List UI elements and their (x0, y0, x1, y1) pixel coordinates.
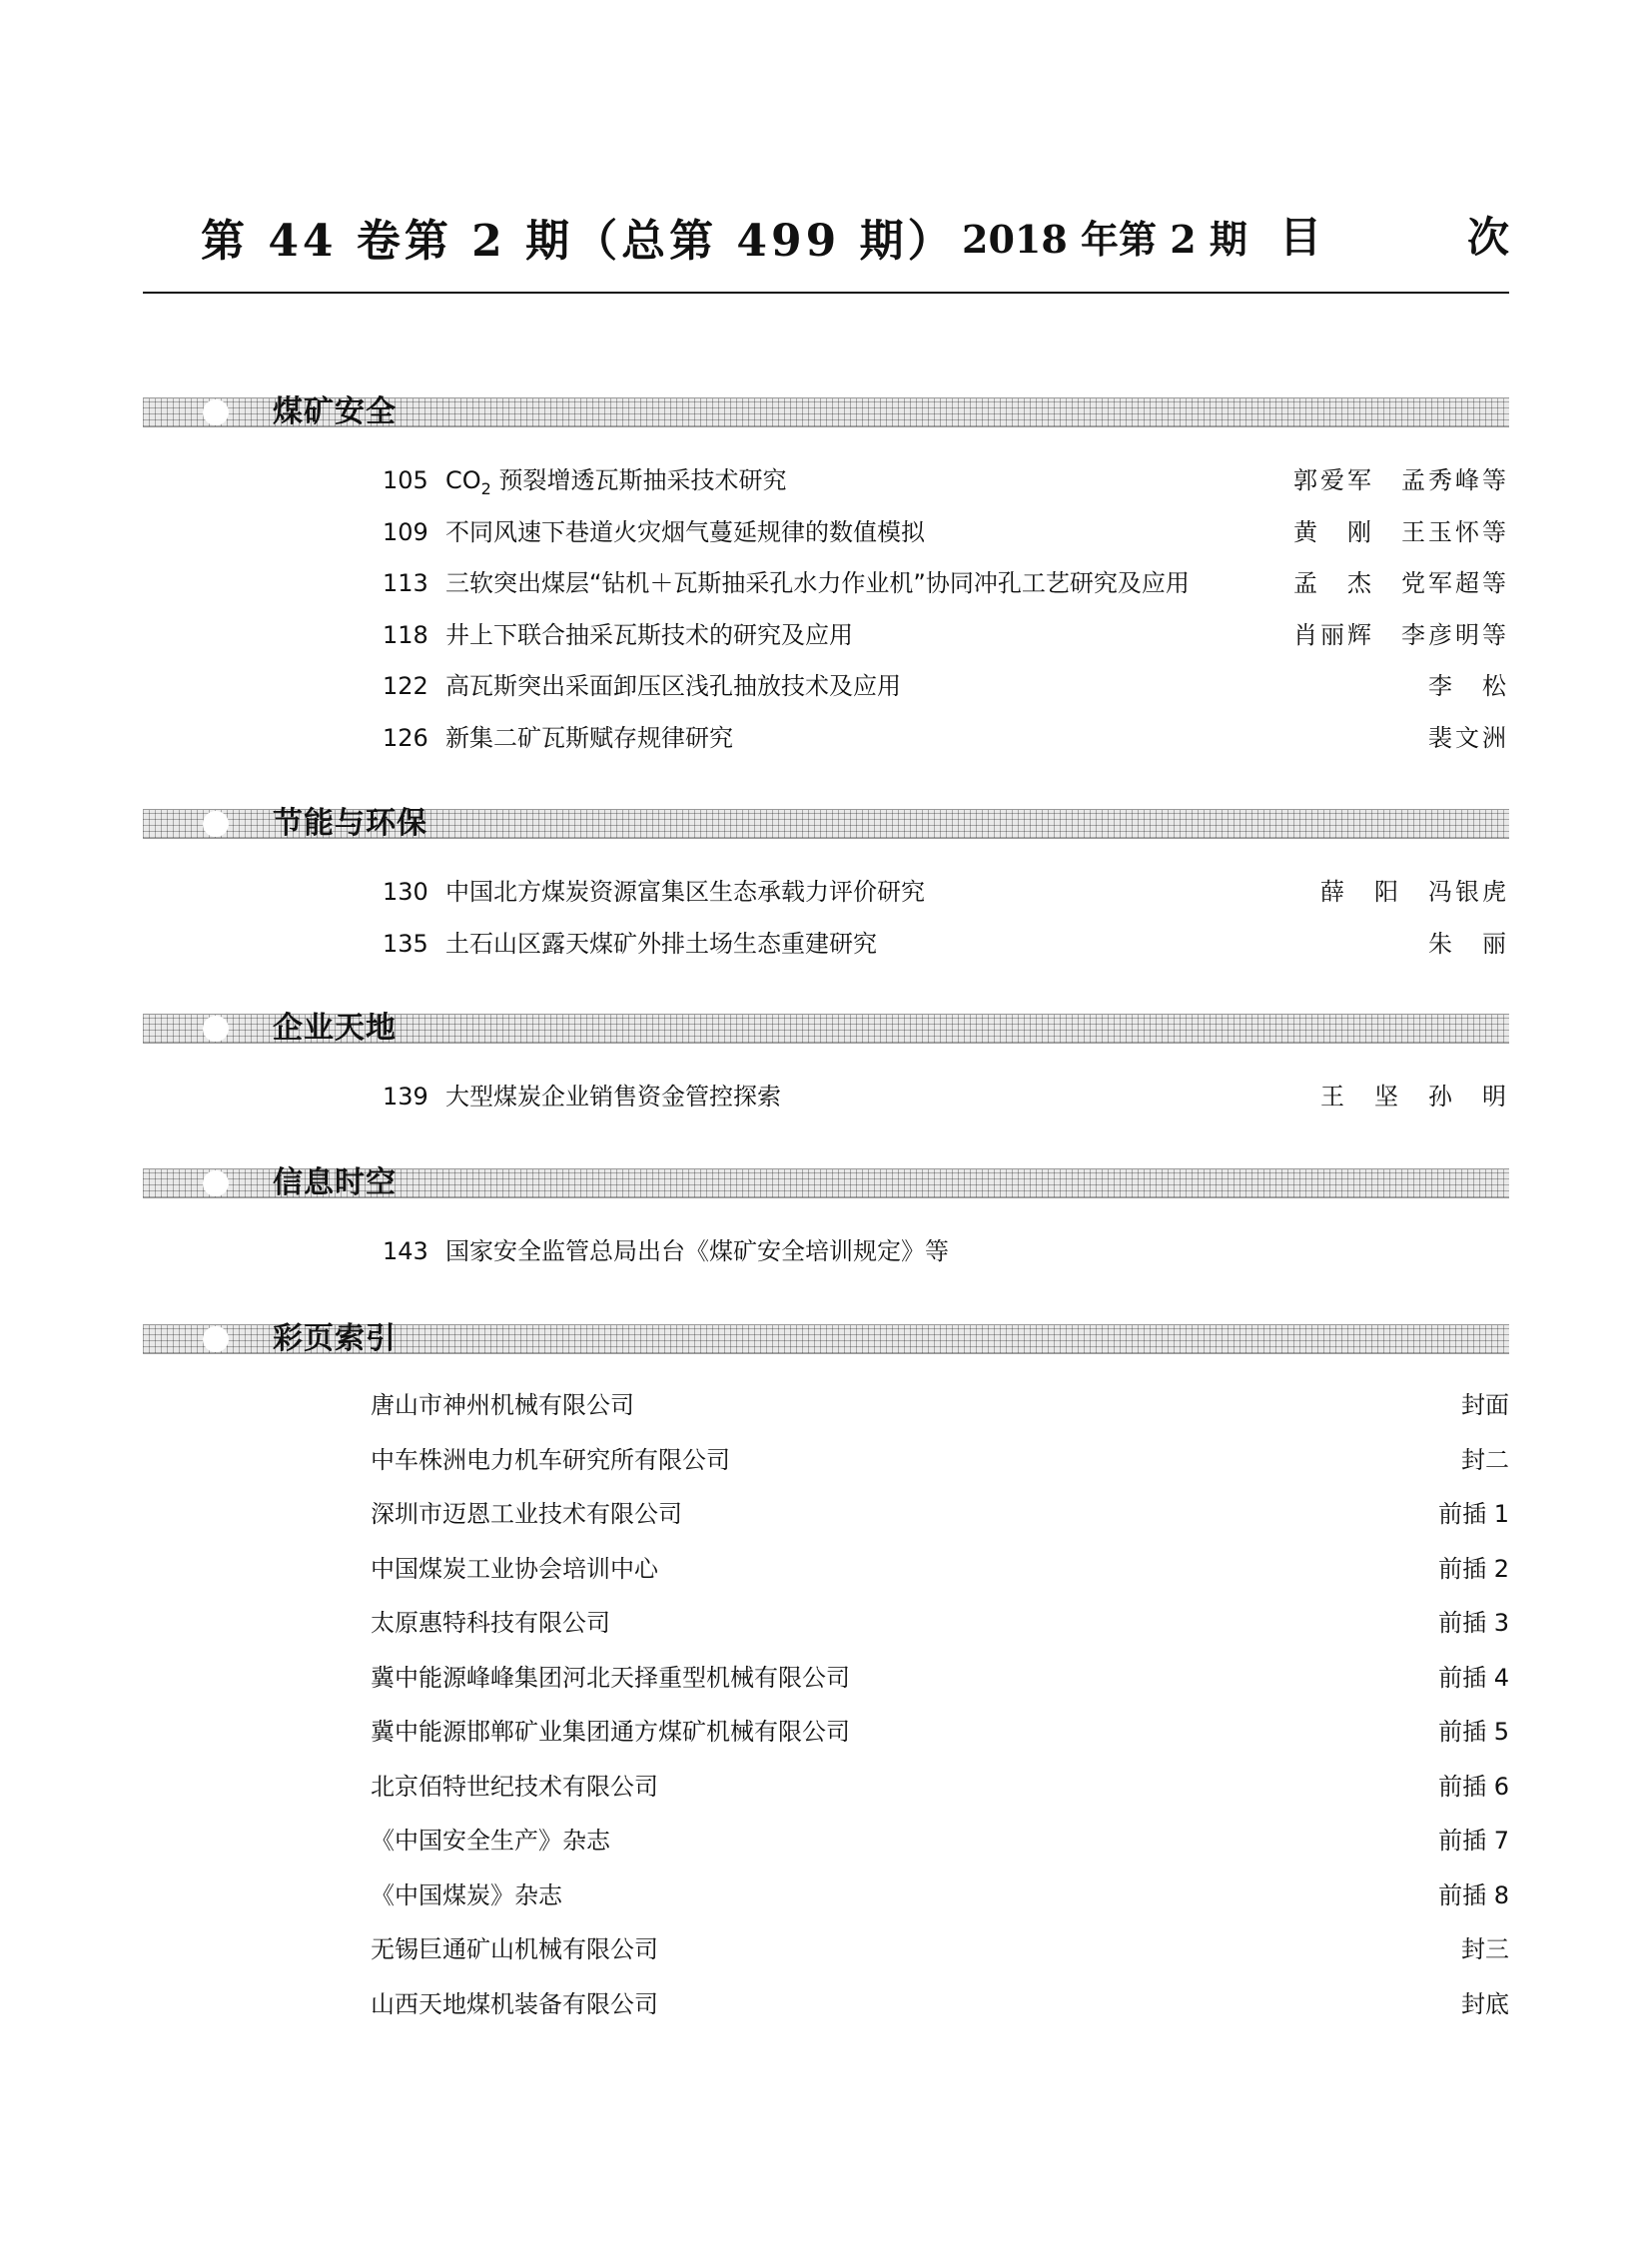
article-title: 高瓦斯突出采面卸压区浅孔抽放技术及应用 (445, 672, 901, 700)
ad-location: 前插 2 (1438, 1554, 1509, 1583)
ad-company: 《中国煤炭》杂志 (371, 1880, 562, 1909)
article-author: 郭爱军 孟秀峰等 (1293, 466, 1509, 494)
article-entry[interactable] (143, 867, 1509, 919)
ad-location: 封面 (1461, 1391, 1509, 1419)
article-author: 黄 刚 王玉怀等 (1293, 517, 1509, 546)
ad-location: 封底 (1461, 1989, 1509, 2018)
article-author: 朱 丽 (1428, 929, 1509, 958)
article-title: 土石山区露天煤矿外排土场生态重建研究 (445, 929, 877, 958)
section-energy-environment (143, 806, 1509, 970)
ad-company: 冀中能源邯郸矿业集团通方煤矿机械有限公司 (371, 1718, 850, 1746)
ad-entry[interactable] (143, 1542, 1509, 1597)
article-entry[interactable] (143, 507, 1509, 559)
article-list (143, 1072, 1509, 1123)
toc-title-char-1: 目 (1279, 213, 1322, 262)
article-title: 不同风速下巷道火灾烟气蔓延规律的数值模拟 (445, 517, 925, 546)
article-page: 109 (383, 517, 428, 546)
article-page: 139 (383, 1083, 428, 1111)
article-title: 国家安全监管总局出台《煤矿安全培训规定》等 (445, 1237, 949, 1265)
issue-label: 第 44 卷第 2 期（总第 499 期） (201, 216, 956, 267)
article-page: 122 (383, 672, 428, 700)
ad-company: 中车株洲电力机车研究所有限公司 (371, 1445, 730, 1474)
formula-subscript: 2 (480, 478, 491, 498)
ad-entry[interactable] (143, 1487, 1509, 1542)
article-entry[interactable] (143, 610, 1509, 662)
ad-entry[interactable] (143, 1922, 1509, 1977)
article-title: 大型煤炭企业销售资金管控探索 (445, 1083, 781, 1111)
ad-entry[interactable] (143, 1596, 1509, 1651)
ad-entry[interactable] (143, 1651, 1509, 1706)
section-band (143, 1321, 1509, 1356)
circle-icon (203, 1326, 229, 1352)
article-title: 井上下联合抽采瓦斯技术的研究及应用 (445, 620, 853, 649)
section-band (143, 1165, 1509, 1200)
article-list (143, 1226, 1509, 1278)
formula-co: CO (445, 466, 481, 494)
ad-entry[interactable] (143, 1868, 1509, 1923)
section-news (143, 1165, 1509, 1278)
article-page: 105 (383, 466, 428, 494)
article-entry[interactable] (143, 1072, 1509, 1123)
section-title: 企业天地 (273, 1011, 397, 1046)
ad-entry[interactable] (143, 1760, 1509, 1815)
circle-icon (203, 1016, 229, 1042)
article-title (445, 455, 786, 514)
circle-icon (203, 1170, 229, 1196)
ad-company: 北京佰特世纪技术有限公司 (371, 1772, 658, 1801)
section-title: 彩页索引 (273, 1321, 397, 1356)
section-band (143, 806, 1509, 841)
circle-icon (203, 811, 229, 837)
article-page: 113 (383, 569, 428, 597)
section-title: 煤矿安全 (273, 394, 397, 429)
article-entry[interactable] (143, 713, 1509, 765)
ad-index-list (143, 1378, 1509, 2031)
ad-location: 封三 (1461, 1935, 1509, 1963)
ad-location: 前插 4 (1438, 1663, 1509, 1692)
article-page: 143 (383, 1237, 428, 1265)
ad-entry[interactable] (143, 1433, 1509, 1488)
article-entry[interactable] (143, 919, 1509, 971)
article-author: 肖丽辉 李彦明等 (1293, 620, 1509, 649)
ad-company: 深圳市迈恩工业技术有限公司 (371, 1500, 682, 1528)
ad-company: 无锡巨通矿山机械有限公司 (371, 1935, 658, 1963)
ad-entry[interactable] (143, 1705, 1509, 1760)
article-author: 薛 阳 冯银虎 (1320, 878, 1509, 906)
article-page: 118 (383, 620, 428, 649)
article-author: 裴文洲 (1428, 723, 1509, 752)
ad-location: 前插 1 (1438, 1500, 1509, 1528)
ad-location: 前插 3 (1438, 1609, 1509, 1637)
section-title: 节能与环保 (273, 806, 427, 841)
article-page: 135 (383, 929, 428, 958)
section-enterprise (143, 1011, 1509, 1123)
header-divider (143, 292, 1509, 294)
ad-company: 唐山市神州机械有限公司 (371, 1391, 634, 1419)
ad-location: 前插 8 (1438, 1880, 1509, 1909)
article-title: 中国北方煤炭资源富集区生态承载力评价研究 (445, 878, 925, 906)
section-color-page-index (143, 1321, 1509, 2031)
article-entry[interactable] (143, 455, 1509, 507)
ad-company: 《中国安全生产》杂志 (371, 1827, 610, 1855)
circle-icon (203, 399, 229, 425)
article-title: 三软突出煤层“钻机＋瓦斯抽采孔水力作业机”协同冲孔工艺研究及应用 (445, 569, 1190, 597)
toc-title (1279, 205, 1509, 265)
section-title: 信息时空 (273, 1165, 397, 1200)
ad-company: 冀中能源峰峰集团河北天择重型机械有限公司 (371, 1663, 850, 1692)
ad-location: 前插 5 (1438, 1718, 1509, 1746)
article-author: 李 松 (1428, 672, 1509, 700)
article-title: 新集二矿瓦斯赋存规律研究 (445, 723, 733, 752)
article-title-rest: 预裂增透瓦斯抽采技术研究 (490, 466, 787, 494)
article-list (143, 455, 1509, 764)
ad-location: 前插 6 (1438, 1772, 1509, 1801)
article-author: 孟 杰 党军超等 (1293, 569, 1509, 597)
section-band (143, 394, 1509, 429)
article-page: 126 (383, 723, 428, 752)
ad-company: 山西天地煤机装备有限公司 (371, 1989, 658, 2018)
section-band (143, 1011, 1509, 1046)
ad-company: 中国煤炭工业协会培训中心 (371, 1554, 658, 1583)
ad-location: 封二 (1461, 1445, 1509, 1474)
article-entry[interactable] (143, 558, 1509, 610)
issue-date: 2018 年第 2 期 (962, 217, 1247, 262)
toc-title-char-2: 次 (1466, 213, 1509, 262)
article-list (143, 867, 1509, 970)
article-entry[interactable] (143, 1226, 1509, 1278)
article-page: 130 (383, 878, 428, 906)
ad-entry[interactable] (143, 1814, 1509, 1868)
ad-entry[interactable] (143, 1977, 1509, 2032)
article-entry[interactable] (143, 661, 1509, 713)
ad-entry[interactable] (143, 1378, 1509, 1433)
page-header (143, 185, 1509, 285)
ad-company: 太原惠特科技有限公司 (371, 1609, 610, 1637)
section-coal-safety (143, 394, 1509, 764)
ad-location: 前插 7 (1438, 1827, 1509, 1855)
article-author: 王 坚 孙 明 (1320, 1083, 1509, 1111)
